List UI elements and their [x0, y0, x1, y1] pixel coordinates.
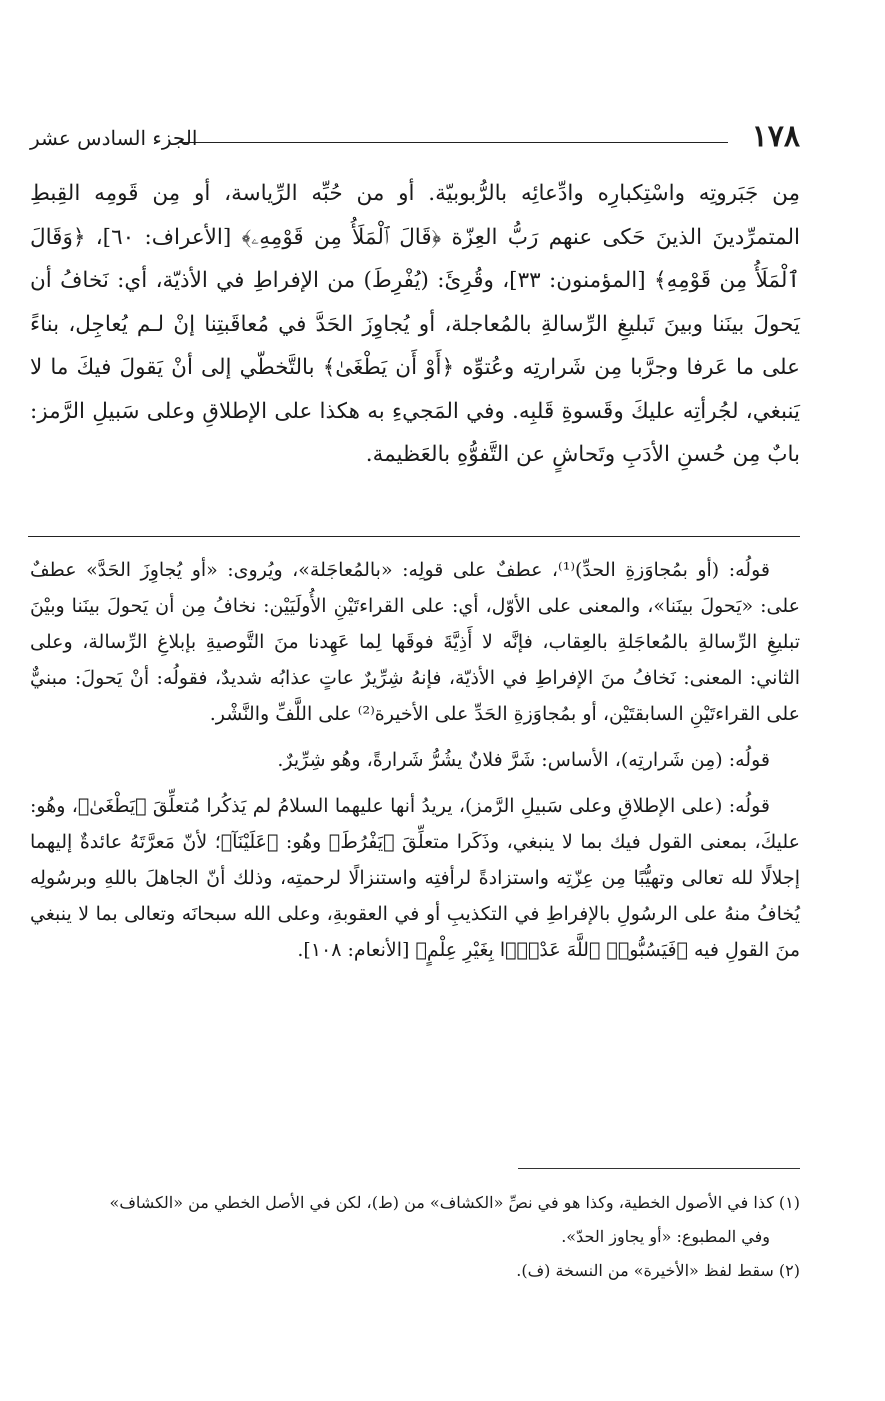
commentary-paragraph-2: قولُه: (مِن شَرارتِه)، الأساس: شَرَّ فلانٌ يشُرُّ شَرارةً، وهُو شِرِّيرٌ.	[277, 749, 770, 771]
commentary-paragraph-1: قولُه: (أو بمُجاوَزةِ الحدِّ)⁽¹⁾، عطفٌ على قولِه: «بالمُعاجَلة»، ويُروى: «أو يُجاوِزَ الحَدَّ» عطفٌ على: «يَحولَ بينَنا»، والمعنى على الأوّل، أي: على القراءتَيْنِ الأُولَيَيْن: نخافُ مِن أن يَحولَ بينَنا وبيْنَ تبليغِ الرِّسالةِ بالمُعاجَلةِ بالعِقاب، فإنَّه لا أَذِيَّةَ فوقَها لِما عَهِدنا منَ التَّوصيةِ بإبلاغِ الرِّسالة، وعلى الثاني: المعنى: نَخافُ منَ الإفراطِ في الأذيّة، فإنهُ شِرِّيرٌ عاتٍ عذابُه شديدٌ، فقولُه: أنْ يَحولَ: مبنيٌّ على القراءتَيْنِ السابقتَيْن، أو بمُجاوَزةِ الحَدِّ على الأخيرة⁽²⁾ على اللَّفِّ والنَّشْر.	[30, 559, 801, 725]
footnotes	[30, 1186, 800, 1288]
footnote-1-continuation: وفي المطبوع: «أو يجاوز الحدّ».	[561, 1227, 770, 1246]
running-title: الجزء السادس عشر	[30, 126, 198, 150]
header-rule	[180, 142, 728, 143]
commentary	[30, 552, 800, 968]
section-separator	[28, 536, 800, 537]
page-number: ١٧٨	[751, 119, 800, 154]
main-text	[30, 172, 800, 477]
footnote-1: (١) كذا في الأصول الخطية، وكذا هو في نصِّ «الكشاف» من (ط)، لكن في الأصل الخطي من «الكشاف»	[109, 1193, 800, 1212]
main-paragraph: مِن جَبَروتِه واسْتِكبارِه وادِّعائِه بالرُّبوبيّة. أو من حُبِّه الرِّياسة، أو مِن قَومِه القِبطِ المتمرِّدينَ الذينَ حَكى عنهم رَبُّ العِزّة ﴿قَالَ ٱلْمَلَأُ مِن قَوْمِهِۦ﴾ [الأعراف: ٦٠]، ﴿وَقَالَ ٱلْمَلَأُ مِن قَوْمِهِ﴾ [المؤمنون: ٣٣]، وقُرِئَ: (يُفْرِطَ) من الإفراطِ في الأذيّة، أي: نَخافُ أن يَحولَ بينَنا وبينَ تَبليغِ الرِّسالةِ بالمُعاجلة، أو يُجاوِزَ الحَدَّ في مُعاقَبتِنا إنْ لـم يُعاجِل، بناءً على ما عَرفا وجرَّبا مِن شَرارتِه وعُتوِّه ﴿أَوْ أَن يَطْغَىٰ﴾ بالتَّخطّي إلى أنْ يَقولَ فيكَ ما لا يَنبغي، لجُرأتِه عليكَ وقَسوةِ قَلبِه. وفي المَجيءِ به هكذا على الإطلاقِ وعلى سَبيلِ الرَّمز: بابٌ مِن حُسنِ الأدَبِ وتَحاشٍ عن التَّفوُّهِ بالعَظيمة.	[30, 181, 801, 467]
commentary-paragraph-3: قولُه: (على الإطلاقِ وعلى سَبيلِ الرَّمز)، يريدُ أنها عليهما السلامُ لم يَذكُرا مُتعلِّقَ ﴿يَطْغَىٰ﴾، وهُو: عليكَ، بمعنى القول فيك بما لا ينبغي، وذَكَرا متعلِّقَ ﴿يَفْرُطَ﴾ وهُو: ﴿عَلَيْنَآ﴾؛ لأنّ مَعرَّتَهُ عائدةٌ إليهما إجلالًا لله تعالى وتهيُّبًا مِن عِزّتِه واستزادةً لرأفتِه واستنزالًا لرحمتِه، وذلك أنّ الجاهلَ باللهِ وبرسُولِه يُخافُ منهُ على الرسُولِ بالإفراطِ في التكذيبِ أو في العقوبةِ، وعلى الله سبحانَه وتعالى بما لا ينبغي منَ القولِ فيه ﴿فَيَسُبُّوا۟ ٱللَّهَ عَدْوًۢا بِغَيْرِ عِلْمٍ﴾ [الأنعام: ١٠٨].	[30, 795, 800, 961]
page-header	[30, 117, 800, 157]
footnote-rule	[518, 1168, 800, 1169]
footnote-2: (٢) سقط لفظ «الأخيرة» من النسخة (ف).	[516, 1261, 800, 1280]
